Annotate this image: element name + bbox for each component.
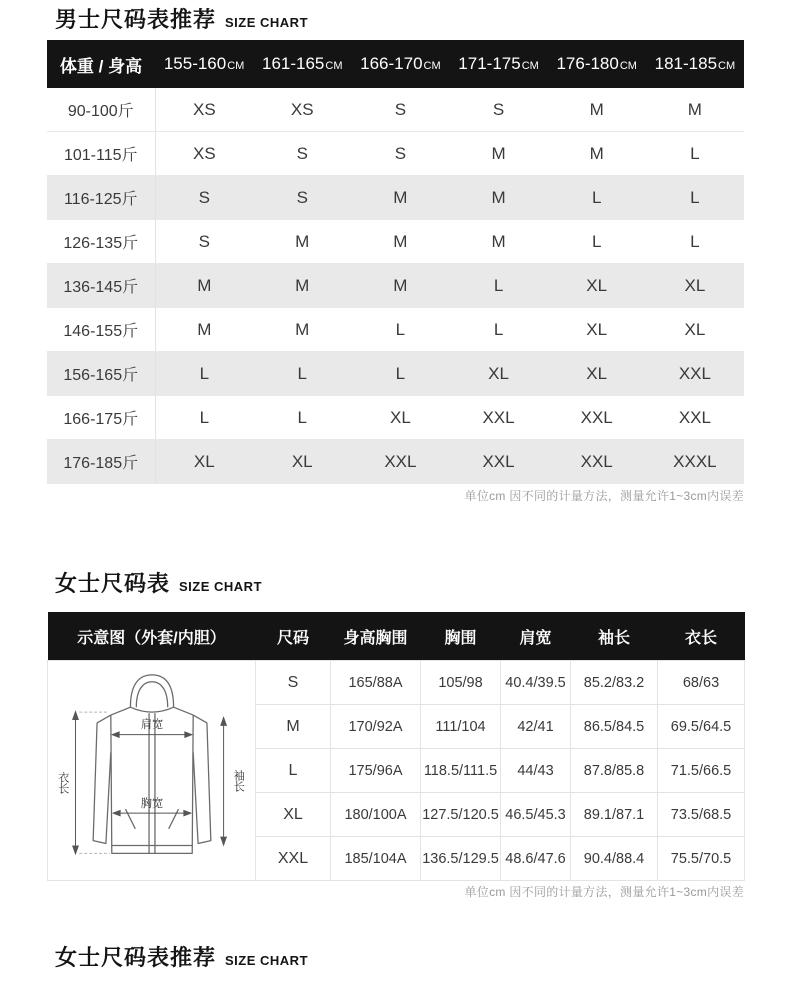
size-cell: S bbox=[351, 132, 449, 176]
women-table-note: 单位cm 因不同的计量方法，测量允许1~3cm内误差 bbox=[464, 885, 744, 899]
women-col-header-sleeve: 袖长 bbox=[571, 612, 658, 661]
size-cell: S bbox=[155, 176, 253, 220]
measure-cell: 42/41 bbox=[501, 705, 571, 749]
garment-length-label: 衣长 bbox=[56, 771, 69, 794]
women-col-header-size: 尺码 bbox=[256, 612, 331, 661]
size-cell: L bbox=[646, 132, 744, 176]
measure-cell: 40.4/39.5 bbox=[501, 661, 571, 705]
size-cell: M bbox=[351, 176, 449, 220]
size-cell: M bbox=[449, 220, 547, 264]
women-size-cell: L bbox=[256, 749, 331, 793]
size-cell: M bbox=[449, 132, 547, 176]
women-size-table bbox=[47, 612, 745, 881]
weight-range-cell: 116-125斤 bbox=[47, 176, 155, 220]
measure-cell: 86.5/84.5 bbox=[571, 705, 658, 749]
men-size-row bbox=[47, 352, 744, 396]
arrowhead bbox=[112, 810, 121, 817]
size-cell: XL bbox=[548, 352, 646, 396]
women-size-chart-title bbox=[55, 567, 262, 598]
size-cell: L bbox=[548, 220, 646, 264]
measure-cell: 75.5/70.5 bbox=[658, 837, 745, 881]
measure-cell: 89.1/87.1 bbox=[571, 793, 658, 837]
size-cell: XL bbox=[548, 308, 646, 352]
size-cell: M bbox=[646, 88, 744, 132]
arrowhead bbox=[72, 845, 79, 855]
men-header-row bbox=[47, 40, 744, 88]
height-unit: CM bbox=[227, 60, 245, 72]
measure-cell: 87.8/85.8 bbox=[571, 749, 658, 793]
size-cell: S bbox=[351, 88, 449, 132]
size-cell: M bbox=[351, 220, 449, 264]
measure-cell: 71.5/66.5 bbox=[658, 749, 745, 793]
height-range: 161-165 bbox=[261, 54, 325, 73]
men-size-row bbox=[47, 220, 744, 264]
women-header-row bbox=[48, 612, 745, 661]
men-size-row bbox=[47, 88, 744, 132]
chest-width-label: 胸宽 bbox=[140, 798, 164, 811]
measure-cell: 46.5/45.3 bbox=[501, 793, 571, 837]
measure-cell: 85.2/83.2 bbox=[571, 661, 658, 705]
size-cell: M bbox=[155, 264, 253, 308]
sleeve-length-label: 袖长 bbox=[232, 769, 245, 793]
height-col-header bbox=[351, 40, 449, 88]
women-size-row bbox=[48, 661, 745, 705]
size-cell: XXXL bbox=[646, 440, 744, 484]
weight-range-cell: 126-135斤 bbox=[47, 220, 155, 264]
measure-cell: 73.5/68.5 bbox=[658, 793, 745, 837]
size-cell: XXL bbox=[449, 396, 547, 440]
size-cell: XL bbox=[155, 440, 253, 484]
size-cell: XL bbox=[646, 308, 744, 352]
weight-range-cell: 136-145斤 bbox=[47, 264, 155, 308]
height-col-header bbox=[155, 40, 253, 88]
height-unit: CM bbox=[423, 60, 441, 72]
size-cell: XXL bbox=[646, 396, 744, 440]
size-cell: XS bbox=[155, 132, 253, 176]
men-corner-header: 体重 / 身高 bbox=[47, 40, 155, 88]
size-cell: M bbox=[351, 264, 449, 308]
women-size-cell: M bbox=[256, 705, 331, 749]
height-unit: CM bbox=[521, 60, 539, 72]
height-col-header bbox=[548, 40, 646, 88]
size-cell: XL bbox=[548, 264, 646, 308]
arrowhead bbox=[111, 731, 120, 738]
jacket-diagram bbox=[50, 663, 254, 874]
size-cell: L bbox=[351, 308, 449, 352]
height-col-header bbox=[646, 40, 744, 88]
size-cell: XL bbox=[253, 440, 351, 484]
measure-cell: 111/104 bbox=[421, 705, 501, 749]
measure-cell: 165/88A bbox=[331, 661, 421, 705]
women-col-header-shoulder: 肩宽 bbox=[501, 612, 571, 661]
size-cell: S bbox=[155, 220, 253, 264]
height-col-header bbox=[449, 40, 547, 88]
size-cell: XL bbox=[449, 352, 547, 396]
height-range: 181-185 bbox=[654, 54, 718, 73]
size-cell: XS bbox=[253, 88, 351, 132]
height-unit: CM bbox=[325, 60, 343, 72]
women-col-header-height-chest: 身高胸围 bbox=[331, 612, 421, 661]
men-size-chart-title bbox=[55, 3, 308, 34]
measure-cell: 90.4/88.4 bbox=[571, 837, 658, 881]
size-cell: L bbox=[548, 176, 646, 220]
women-size-cell: XXL bbox=[256, 837, 331, 881]
size-cell: L bbox=[253, 352, 351, 396]
size-cell: XXL bbox=[548, 396, 646, 440]
size-cell: XL bbox=[351, 396, 449, 440]
men-size-table bbox=[47, 40, 744, 484]
pocket-lines bbox=[126, 809, 179, 829]
size-cell: M bbox=[548, 132, 646, 176]
height-col-header bbox=[253, 40, 351, 88]
size-cell: S bbox=[253, 132, 351, 176]
measure-cell: 105/98 bbox=[421, 661, 501, 705]
women-title-cn: 女士尺码表 bbox=[55, 571, 171, 596]
measure-cell: 118.5/111.5 bbox=[421, 749, 501, 793]
arrowhead bbox=[183, 810, 192, 817]
diagram-labels bbox=[57, 717, 245, 810]
women-reco-chart-title bbox=[55, 941, 308, 972]
weight-range-cell: 176-185斤 bbox=[47, 440, 155, 484]
measure-cell: 136.5/129.5 bbox=[421, 837, 501, 881]
jacket-outline bbox=[93, 675, 211, 854]
size-cell: L bbox=[449, 264, 547, 308]
measure-cell: 170/92A bbox=[331, 705, 421, 749]
weight-range-cell: 146-155斤 bbox=[47, 308, 155, 352]
measure-cell: 69.5/64.5 bbox=[658, 705, 745, 749]
women-col-header-length: 衣长 bbox=[658, 612, 745, 661]
women-size-cell: XL bbox=[256, 793, 331, 837]
weight-range-cell: 101-115斤 bbox=[47, 132, 155, 176]
size-cell: L bbox=[449, 308, 547, 352]
height-range: 176-180 bbox=[556, 54, 619, 73]
arrowhead bbox=[220, 837, 227, 847]
height-unit: CM bbox=[718, 60, 736, 72]
women-col-header-chest: 胸围 bbox=[421, 612, 501, 661]
height-range: 171-175 bbox=[458, 54, 521, 73]
size-cell: L bbox=[155, 396, 253, 440]
men-size-row bbox=[47, 396, 744, 440]
measure-cell: 175/96A bbox=[331, 749, 421, 793]
shoulder-width-label: 肩宽 bbox=[140, 718, 164, 731]
size-cell: M bbox=[449, 176, 547, 220]
zipper-lines bbox=[149, 713, 155, 853]
size-cell: L bbox=[253, 396, 351, 440]
women-diagram-header: 示意图（外套/内胆） bbox=[48, 612, 256, 661]
left-sleeve-outline bbox=[93, 715, 111, 843]
men-table-note: 单位cm 因不同的计量方法，测量允许1~3cm内误差 bbox=[464, 489, 744, 503]
body-outline bbox=[111, 715, 193, 853]
size-cell: XXL bbox=[351, 440, 449, 484]
measure-cell: 48.6/47.6 bbox=[501, 837, 571, 881]
measure-cell: 180/100A bbox=[331, 793, 421, 837]
men-size-row bbox=[47, 308, 744, 352]
height-unit: CM bbox=[619, 60, 637, 72]
size-cell: XL bbox=[646, 264, 744, 308]
size-cell: M bbox=[548, 88, 646, 132]
weight-range-cell: 156-165斤 bbox=[47, 352, 155, 396]
size-cell: M bbox=[155, 308, 253, 352]
size-cell: L bbox=[351, 352, 449, 396]
measure-cell: 185/104A bbox=[331, 837, 421, 881]
height-range: 155-160 bbox=[163, 54, 227, 73]
height-range: 166-170 bbox=[360, 54, 423, 73]
men-size-row bbox=[47, 440, 744, 484]
jacket-diagram-cell bbox=[48, 661, 256, 881]
measure-cell: 44/43 bbox=[501, 749, 571, 793]
men-size-row bbox=[47, 264, 744, 308]
collar-line bbox=[130, 707, 173, 712]
women-size-cell: S bbox=[256, 661, 331, 705]
women-title-en: SIZE CHART bbox=[179, 579, 263, 594]
measure-cell: 68/63 bbox=[658, 661, 745, 705]
size-cell: XS bbox=[155, 88, 253, 132]
size-cell: M bbox=[253, 264, 351, 308]
men-size-row bbox=[47, 176, 744, 220]
arrowhead bbox=[220, 716, 227, 726]
size-cell: XXL bbox=[449, 440, 547, 484]
hood-inner-line bbox=[136, 682, 167, 708]
men-title-cn: 男士尺码表推荐 bbox=[55, 7, 217, 32]
arrowhead bbox=[184, 731, 193, 738]
size-cell: M bbox=[253, 308, 351, 352]
size-cell: XXL bbox=[646, 352, 744, 396]
left-shoulder-line bbox=[111, 707, 131, 715]
size-cell: L bbox=[646, 176, 744, 220]
size-cell: L bbox=[646, 220, 744, 264]
measure-cell: 127.5/120.5 bbox=[421, 793, 501, 837]
men-title-en: SIZE CHART bbox=[225, 15, 309, 30]
women-reco-title-cn: 女士尺码表推荐 bbox=[55, 945, 217, 970]
size-cell: M bbox=[253, 220, 351, 264]
right-shoulder-line bbox=[174, 707, 194, 715]
men-size-row bbox=[47, 132, 744, 176]
weight-range-cell: 166-175斤 bbox=[47, 396, 155, 440]
women-reco-title-en: SIZE CHART bbox=[225, 953, 309, 968]
size-cell: L bbox=[155, 352, 253, 396]
size-cell: S bbox=[253, 176, 351, 220]
weight-range-cell: 90-100斤 bbox=[47, 88, 155, 132]
right-sleeve-outline bbox=[193, 715, 211, 843]
size-cell: XXL bbox=[548, 440, 646, 484]
size-cell: S bbox=[449, 88, 547, 132]
arrowhead bbox=[72, 710, 79, 720]
